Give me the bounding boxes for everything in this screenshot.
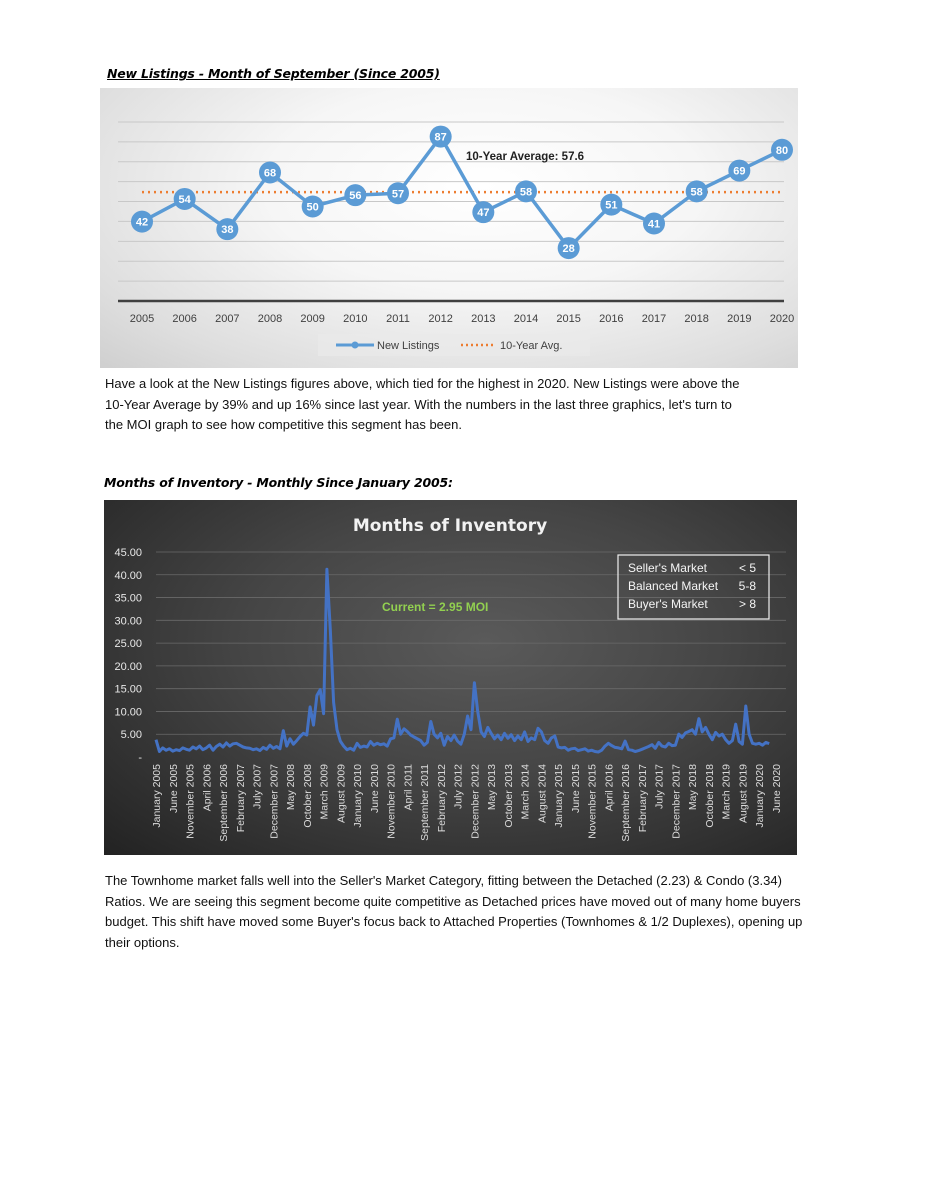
x-tick-label: August 2014 (536, 764, 549, 823)
x-tick-label: March 2014 (519, 764, 532, 820)
data-label: 57 (391, 188, 405, 201)
x-tick-label: February 2012 (435, 764, 448, 833)
data-label: 28 (562, 243, 575, 256)
x-tick-label: 2020 (769, 313, 795, 325)
data-label: 42 (135, 216, 149, 229)
x-tick-label: August 2019 (737, 764, 750, 823)
x-tick-label: April 2016 (603, 764, 616, 812)
y-tick-labels (114, 547, 142, 764)
x-tick-labels (151, 764, 783, 842)
y-tick-label: - (138, 752, 142, 764)
x-tick-label: June 2020 (770, 764, 783, 814)
y-tick-label: 30.00 (114, 615, 142, 628)
x-tick-label: September 2016 (620, 764, 633, 842)
moi-commentary: The Townhome market falls well into the Seller's Market Category, fitting between the Detached (2.23) & Condo (3.34) Ratios. We are seeing this segment become quite competitive as Detached prices have moved out of many home buyers budget. This shift have moved some Buyer's focus back to Attached Properties (Townhomes & 1/2 Duplexes), opening up their options. (105, 873, 803, 950)
y-tick-label: 20.00 (114, 660, 142, 673)
x-tick-label: 2015 (556, 313, 581, 325)
moi-chart-title: Months of Inventory (352, 516, 548, 536)
x-tick-label: 2014 (513, 313, 539, 325)
legend-new-listings-label: New Listings (377, 340, 440, 352)
data-label: 56 (349, 190, 362, 203)
y-tick-label: 25.00 (114, 638, 142, 651)
ten-year-average-annotation: 10-Year Average: 57.6 (466, 151, 585, 163)
data-label: 68 (263, 167, 277, 180)
data-label: 54 (178, 193, 191, 206)
balanced-market-range: 5-8 (738, 579, 756, 593)
x-tick-labels (130, 313, 794, 325)
legend-avg-label: 10-Year Avg. (500, 340, 563, 352)
x-tick-label: December 2017 (670, 764, 683, 839)
x-tick-label: 2019 (727, 313, 752, 325)
x-tick-label: 2005 (129, 313, 155, 325)
data-label: 41 (647, 218, 661, 231)
x-tick-label: 2017 (641, 313, 667, 325)
x-tick-label: 2008 (257, 313, 283, 325)
x-tick-label: October 2008 (301, 764, 314, 828)
new-listings-chart (100, 88, 798, 368)
y-tick-label: 15.00 (114, 683, 142, 696)
y-tick-label: 45.00 (114, 547, 142, 559)
x-tick-label: December 2007 (268, 764, 281, 839)
buyers-market-label: Buyer's Market (628, 597, 708, 611)
sellers-market-range: < 5 (738, 561, 756, 575)
data-label: 58 (519, 186, 533, 199)
current-moi-annotation: Current = 2.95 MOI (382, 600, 489, 614)
x-tick-label: November 2010 (385, 764, 398, 839)
x-tick-label: September 2006 (218, 764, 230, 842)
x-tick-label: 2011 (386, 313, 410, 325)
x-tick-label: September 2011 (419, 764, 432, 841)
x-tick-label: June 2015 (569, 764, 582, 814)
y-tick-label: 10.00 (114, 706, 142, 719)
x-tick-label: March 2019 (720, 764, 733, 820)
x-tick-label: 2006 (172, 313, 197, 325)
x-tick-label: February 2007 (234, 764, 247, 833)
x-tick-label: March 2009 (318, 764, 331, 820)
x-tick-label: November 2015 (586, 764, 599, 839)
x-tick-label: 2010 (343, 313, 368, 325)
x-tick-label: May 2013 (486, 764, 499, 811)
x-tick-label: May 2008 (285, 764, 297, 811)
y-tick-label: 35.00 (114, 592, 142, 605)
x-tick-label: 2009 (300, 313, 325, 325)
x-tick-label: 2012 (428, 313, 453, 325)
x-tick-label: July 2007 (251, 764, 264, 809)
legend-marker-icon (352, 342, 359, 349)
x-tick-label: May 2018 (687, 764, 700, 811)
balanced-market-label: Balanced Market (628, 579, 719, 593)
data-label: 69 (733, 165, 746, 178)
x-tick-label: January 2010 (352, 764, 365, 828)
moi-chart-svg (104, 500, 797, 855)
x-tick-label: 2013 (471, 313, 496, 325)
x-tick-label: 2007 (215, 313, 240, 325)
new-listings-commentary: Have a look at the New Listings figures above, which tied for the highest in 2020. New Listings were above the 10-Year Average by 39% and up 16% since last year. With the numbers in the last three graphics, let's turn to the MOI graph to see how competitive this segment has been. (105, 376, 740, 432)
x-tick-label: 2016 (599, 313, 624, 325)
buyers-market-range: > 8 (738, 597, 756, 611)
y-tick-label: 40.00 (114, 569, 142, 582)
x-tick-label: November 2005 (184, 764, 197, 839)
market-legend-box (618, 555, 769, 619)
x-tick-label: October 2013 (502, 764, 515, 828)
x-tick-label: January 2020 (754, 764, 767, 828)
x-tick-label: April 2011 (402, 764, 415, 811)
data-label: 80 (775, 144, 789, 157)
x-tick-label: December 2012 (469, 764, 482, 839)
data-label: 51 (605, 199, 618, 212)
sellers-market-label: Seller's Market (628, 561, 707, 575)
x-tick-label: June 2005 (167, 764, 180, 814)
x-tick-label: July 2012 (452, 764, 465, 809)
data-label: 50 (306, 201, 319, 214)
chart-legend (318, 334, 590, 356)
x-tick-label: August 2009 (335, 764, 348, 823)
x-tick-label: April 2006 (201, 764, 214, 812)
data-label: 58 (690, 186, 703, 199)
new-listings-section-title: New Listings - Month of September (Since 2005) (107, 66, 440, 81)
x-tick-label: 2018 (684, 313, 709, 325)
y-tick-label: 5.00 (120, 729, 142, 742)
x-tick-label: July 2017 (653, 764, 666, 809)
data-label: 38 (221, 224, 234, 237)
x-tick-label: January 2005 (151, 764, 163, 828)
x-tick-label: January 2015 (553, 764, 566, 828)
data-label: 47 (477, 207, 490, 220)
x-tick-label: October 2018 (703, 764, 716, 828)
new-listings-chart-svg (100, 88, 798, 368)
moi-section-title: Months of Inventory - Monthly Since January 2005: (104, 475, 453, 490)
x-tick-label: June 2010 (368, 764, 381, 814)
x-tick-label: February 2017 (636, 764, 649, 833)
months-of-inventory-chart (104, 500, 797, 855)
data-label: 87 (434, 131, 447, 144)
